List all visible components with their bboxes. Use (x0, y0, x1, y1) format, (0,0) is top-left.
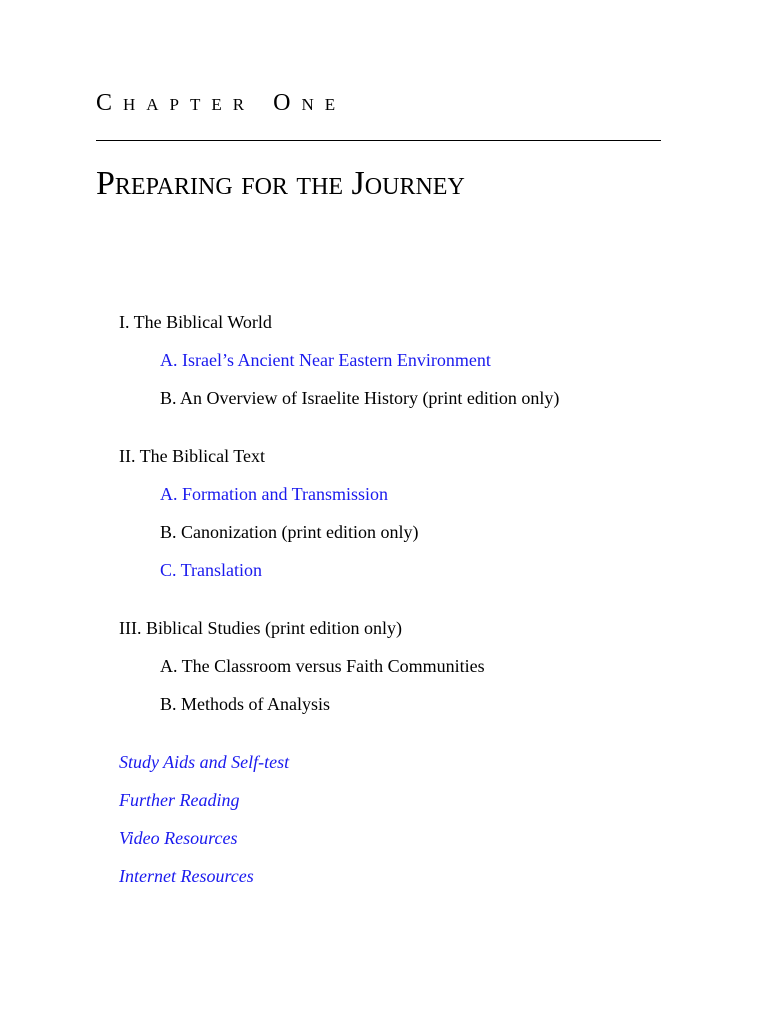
toc-link-near-eastern-environment[interactable]: A. Israel’s Ancient Near Eastern Environment (160, 350, 491, 370)
toc-item-video-resources[interactable] (119, 826, 237, 850)
chapter-label-word: Chapter (96, 90, 256, 116)
toc-section-biblical-studies: III. Biblical Studies (print edition only) (119, 618, 402, 638)
toc-item-near-eastern-environment[interactable] (160, 348, 491, 372)
toc-item-formation-transmission[interactable] (160, 482, 388, 506)
toc-item-classroom-faith: A. The Classroom versus Faith Communities (160, 656, 485, 676)
toc-item-methods-analysis: B. Methods of Analysis (160, 694, 331, 714)
chapter-number-word: One (273, 90, 347, 116)
toc-link-study-aids[interactable]: Study Aids and Self-test (119, 752, 290, 772)
toc-link-translation[interactable]: C. Translation (160, 560, 263, 580)
toc-link-further-reading[interactable]: Further Reading (119, 790, 240, 810)
toc-section-biblical-world: I. The Biblical World (119, 312, 272, 332)
toc-item-further-reading[interactable] (119, 788, 239, 812)
toc-link-formation-transmission[interactable]: A. Formation and Transmission (160, 484, 389, 504)
toc-item-study-aids[interactable] (119, 750, 289, 774)
toc-link-video-resources[interactable]: Video Resources (119, 828, 238, 848)
toc-item-translation[interactable] (160, 558, 262, 582)
toc-link-internet-resources[interactable]: Internet Resources (119, 866, 254, 886)
toc-section-biblical-text: II. The Biblical Text (119, 446, 266, 466)
toc-item-internet-resources[interactable] (119, 864, 254, 888)
chapter-title: Preparing for the Journey (96, 165, 465, 202)
toc-item-israelite-history: B. An Overview of Israelite History (print edition only) (160, 388, 560, 408)
toc-item-canonization: B. Canonization (print edition only) (160, 522, 419, 542)
